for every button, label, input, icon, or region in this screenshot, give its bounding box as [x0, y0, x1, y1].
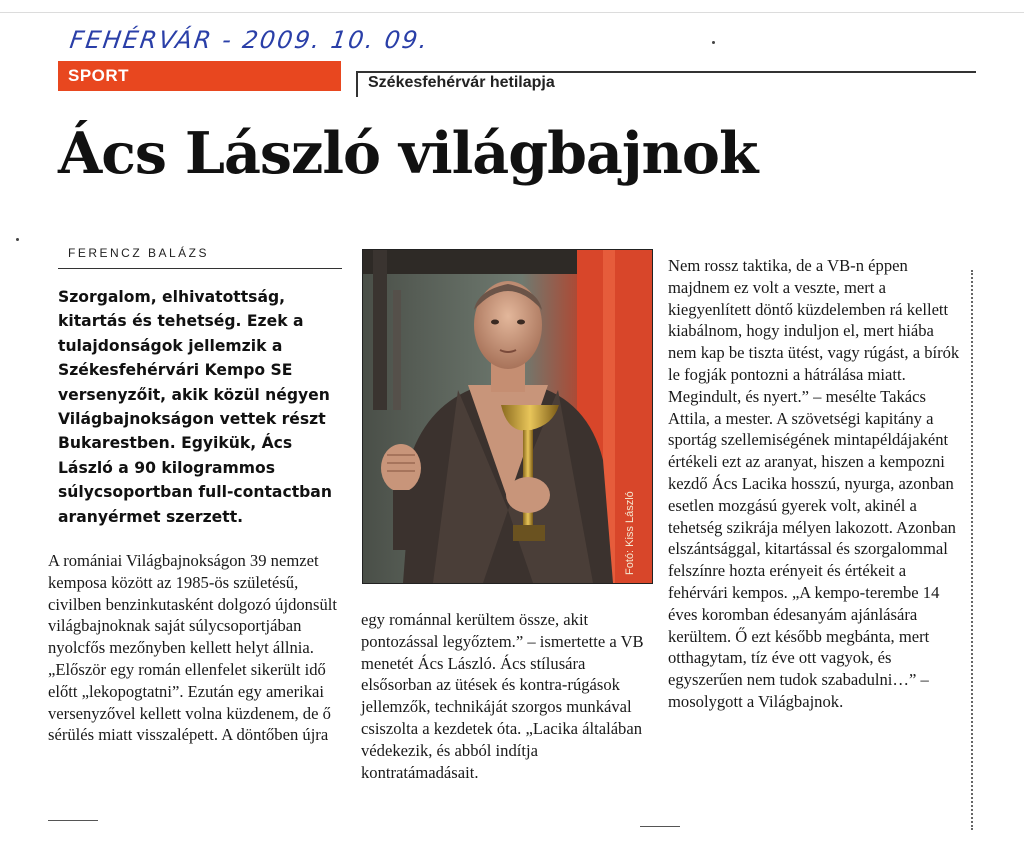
cut-line — [971, 270, 973, 830]
masthead-divider — [356, 71, 358, 97]
article-column-3: Nem rossz taktika, de a VB-n éppen majdnem ez volt a veszte, mert a kiegyenlített döntő küzdelemben rá kellett kiabálnom, hogy induljon el, mert hiába nem kap be tiszta ütést, vagy rúgást, a bírók le fogják pontozni a hátrálása miatt. Megindult, és nyert.” – mesélte Takács Attila, a mester. A szövetségi kapitány a sportág szellemiségének mintapéldájaként értékeli ezt az aranyat, hiszen a kempozni kezdő Ács Lacika hosszú, nyurga, azonban esetlen mozgású gyerek volt, akinél a tehetség szikrája mélyen lakozott. Azonban elszántsággal, kitartással és szorgalommal felszínre hozta erényeit és értékeit a fehérvári kempos. „A kempo-terembe 14 éves koromban édesanyám ajánlására kerültem. Ő ezt később megbánta, mert otthagytam, tíz éve ott vagyok, és egyszerűen nem tudok szabadulni…” – mosolygott a Világbajnok. — [668, 256, 960, 711]
masthead-rule — [356, 71, 976, 73]
fighter-with-trophy-image — [363, 250, 652, 583]
column-end-rule — [640, 826, 680, 827]
handwritten-source-note: FEHÉRVÁR - 2009. 10. 09. — [68, 26, 431, 54]
paper-name: Székesfehérvár hetilapja — [368, 74, 555, 91]
ink-speck — [16, 238, 19, 241]
scan-top-edge — [0, 12, 1024, 13]
column-end-rule — [48, 820, 98, 821]
byline-rule — [58, 268, 342, 269]
article-photo — [362, 249, 653, 584]
article-byline: FERENCZ BALÁZS — [68, 246, 210, 260]
article-lead: Szorgalom, elhivatottság, kitartás és tehetség. Ezek a tulajdonságok jellemzik a Székesfehérvári Kempo SE versenyzőit, akik közül négyen Világbajnokságon vettek részt Bukarestben. Egyikük, Ács László a 90 kilogrammos súlycsoportban full-contactban aranyérmet szerzett. — [58, 288, 332, 526]
ink-speck — [712, 41, 715, 44]
article-column-1: A romániai Világbajnokságon 39 nemzet kemposa között az 1985-ös születésű, civilben benzinkutasként dolgozó újdonsült világbajnoknak saját súlycsoportjában nyolcfős mezőnyben kellett helyt állnia. „Először egy román ellenfelet sikerült idő előtt „lekopogtatni”. Ezután egy amerikai versenyzővel kellett volna küzdenem, de ő sérülés miatt visszalépett. A döntőben újra — [48, 551, 337, 745]
section-label: SPORT — [58, 61, 341, 91]
article-column-2: egy románnal kerültem össze, akit pontozással legyőztem.” – ismertette a VB menetét Ács László. Ács stílusára elsősorban az ütések és kontra-rúgások jellemzők, technikáját szorgos munkával csiszolta a kezdetek óta. „Lacika általában védekezik, és abból indítja kontratámadásait. — [361, 610, 644, 782]
article-headline: Ács László világbajnok — [58, 120, 758, 187]
photo-credit: Fotó: Kiss László — [624, 491, 636, 575]
